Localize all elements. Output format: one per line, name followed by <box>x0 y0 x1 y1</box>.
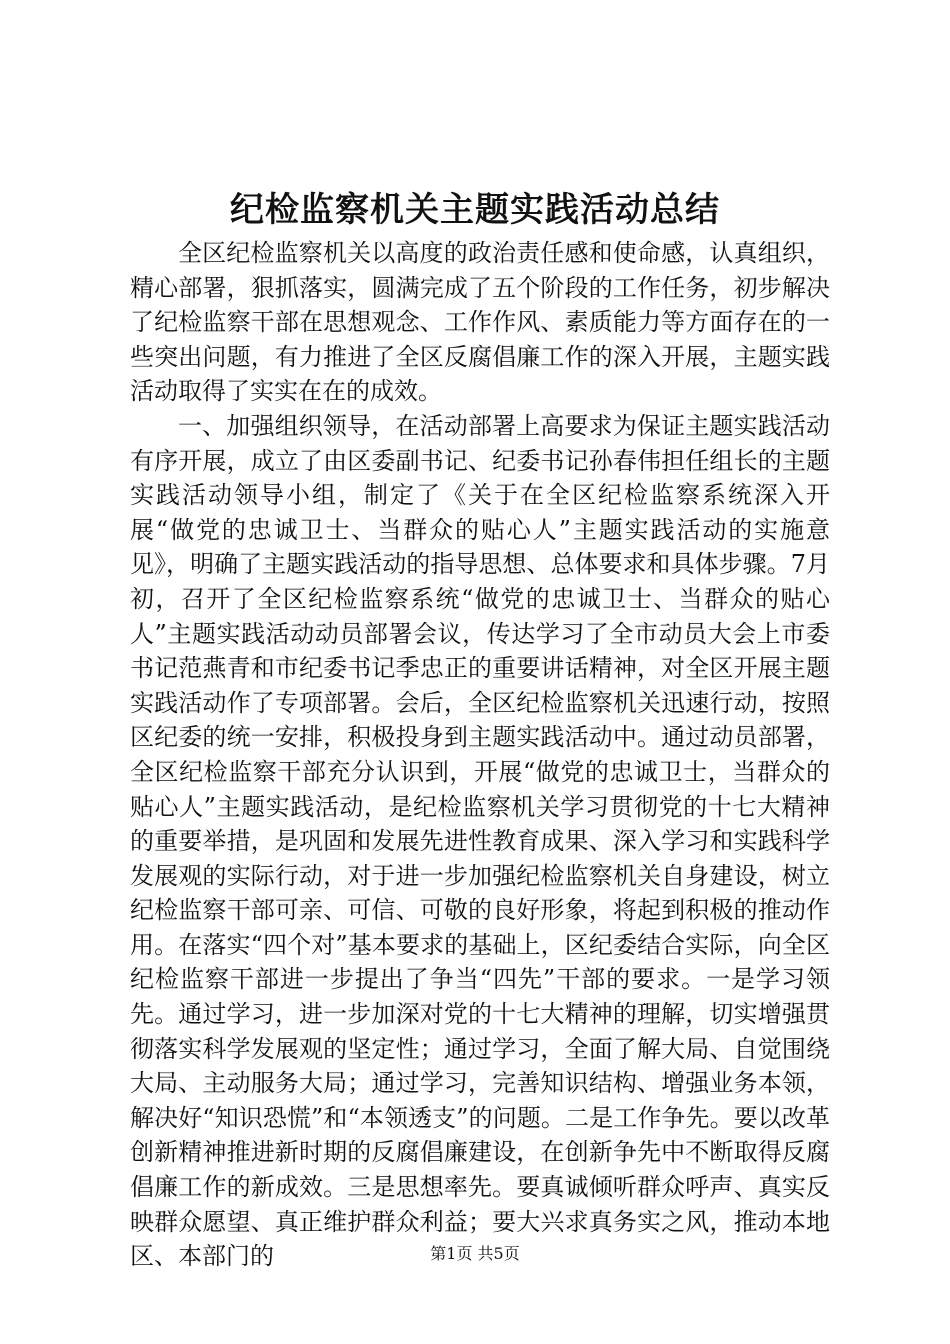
document-title: 纪检监察机关主题实践活动总结 <box>230 190 720 230</box>
paragraph-intro: 全区纪检监察机关以高度的政治责任感和使命感，认真组织，精心部署，狠抓落实，圆满完成了五个阶段的工作任务，初步解决了纪检监察干部在思想观念、工作作风、素质能力等方面存在的一些突出问题，有力推进了全区反腐倡廉工作的深入开展，主题实践活动取得了实实在在的成效。 <box>130 239 830 406</box>
document-body <box>130 236 830 1274</box>
page-footer: 第1页 共5页 <box>430 1244 520 1263</box>
paragraph-section-one: 一、加强组织领导，在活动部署上高要求为保证主题实践活动有序开展，成立了由区委副书记、纪委书记孙春伟担任组长的主题实践活动领导小组，制定了《关于在全区纪检监察系统深入开展“做党的忠诚卫士、当群众的贴心人”主题实践活动的实施意见》，明确了主题实践活动的指导思想、总体要求和具体步骤。7月初，召开了全区纪检监察系统“做党的忠诚卫士、当群众的贴心人”主题实践活动动员部署会议，传达学习了全市动员大会上市委书记范燕青和市纪委书记季忠正的重要讲话精神，对全区开展主题实践活动作了专项部署。会后，全区纪检监察机关迅速行动，按照区纪委的统一安排，积极投身到主题实践活动中。通过动员部署，全区纪检监察干部充分认识到，开展“做党的忠诚卫士，当群众的贴心人”主题实践活动，是纪检监察机关学习贯彻党的十七大精神的重要举措，是巩固和发展先进性教育成果、深入学习和实践科学发展观的实际行动，对于进一步加强纪检监察机关自身建设，树立纪检监察干部可亲、可信、可敬的良好形象，将起到积极的推动作用。在落实“四个对”基本要求的基础上，区纪委结合实际，向全区纪检监察干部进一步提出了争当“四先”干部的要求。一是学习领先。通过学习，进一步加深对党的十七大精神的理解，切实增强贯彻落实科学发展观的坚定性；通过学习，全面了解大局、自觉围绕大局、主动服务大局；通过学习，完善知识结构、增强业务本领，解决好“知识恐慌”和“本领透支”的问题。二是工作争先。要以改革创新精神推进新时期的反腐倡廉建设，在创新争先中不断取得反腐倡廉工作的新成效。三是思想率先。要真诚倾听群众呼声、真实反映群众愿望、真正维护群众利益；要大兴求真务实之风，推动本地区、本部门的 <box>130 411 830 1271</box>
